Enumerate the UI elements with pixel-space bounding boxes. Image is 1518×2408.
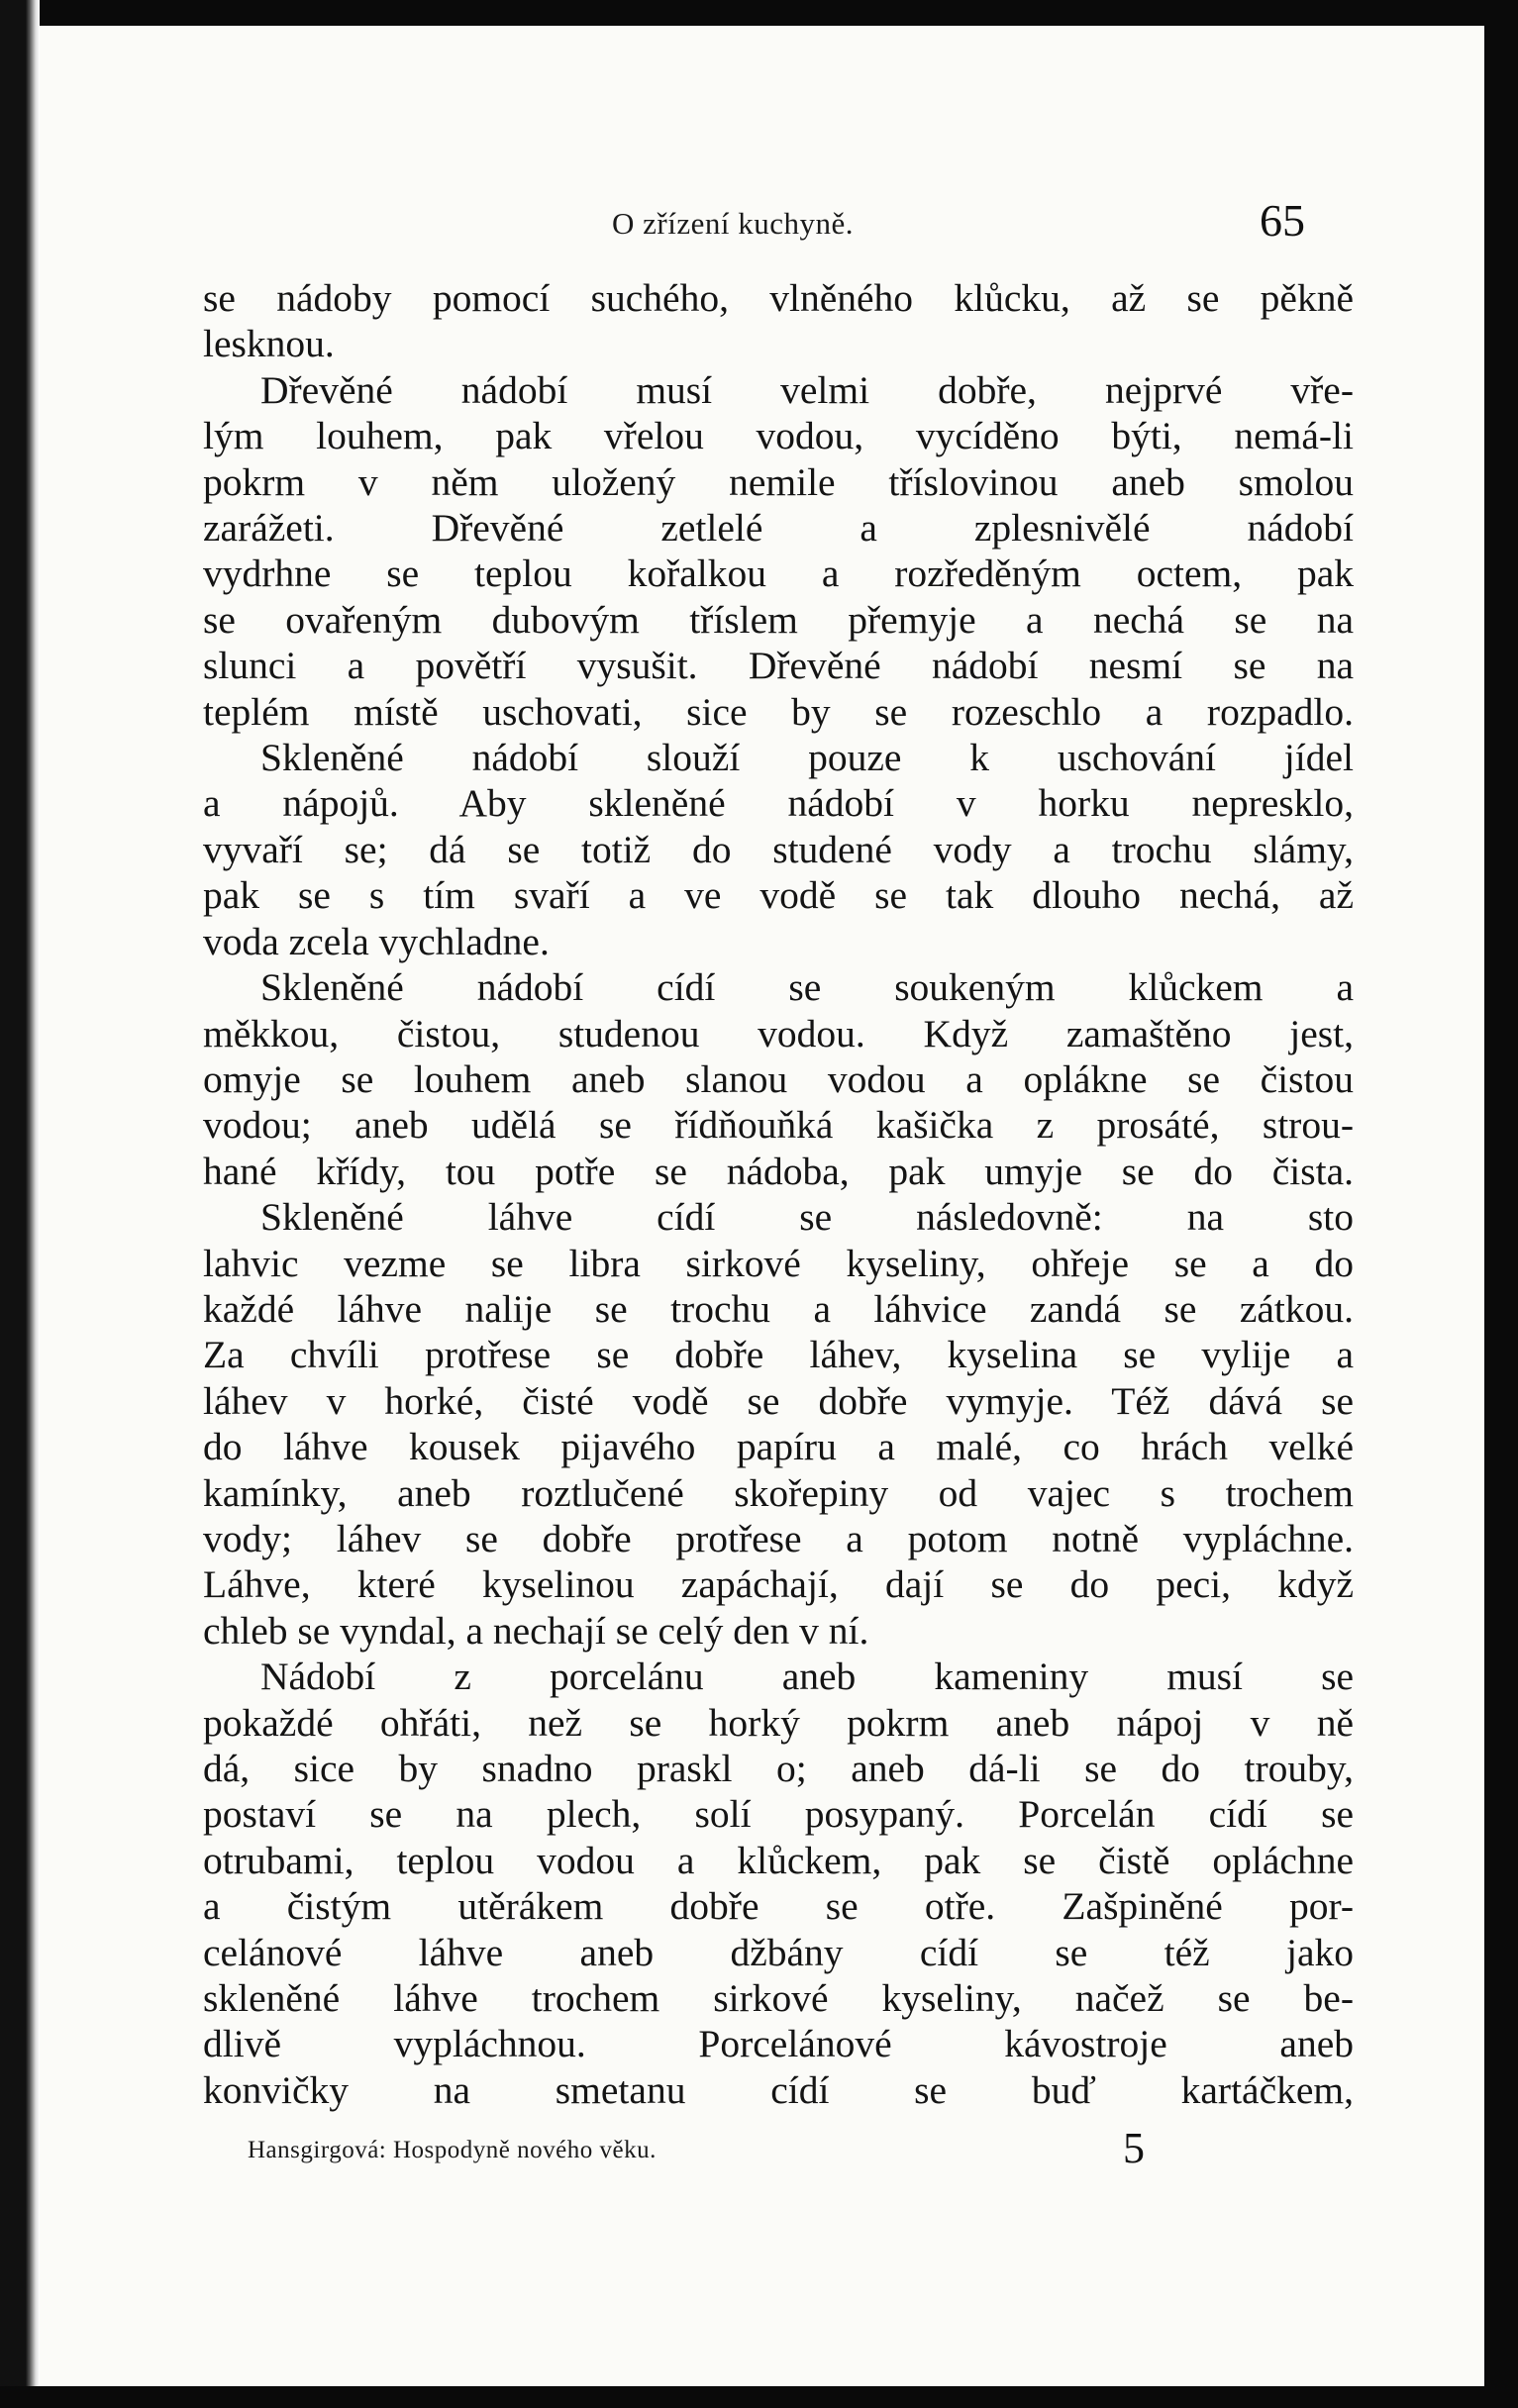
text-line: skleněné láhve trochem sirkové kyseliny, načež se be- xyxy=(203,1976,1354,2021)
text-line: konvičky na smetanu cídí se buď kartáčkem, xyxy=(203,2067,1354,2112)
text-line: vydrhne se teplou kořalkou a rozředěným octem, pak xyxy=(203,552,1354,596)
text-line: lahvic vezme se libra sirkové kyseliny, ohřeje se a do xyxy=(203,1241,1354,1285)
text-line: dlivě vypláchnou. Porcelánové kávostroje aneb xyxy=(203,2022,1354,2066)
text-line: Skleněné nádobí slouží pouze k uschování jídel xyxy=(260,736,1354,780)
scan-border-bottom xyxy=(0,2386,1518,2408)
page-footer xyxy=(40,2123,1484,2182)
text-line: a nápojů. Aby skleněné nádobí v horku nepresklo, xyxy=(203,781,1354,826)
text-line: celánové láhve aneb džbány cídí se též jako xyxy=(203,1930,1354,1974)
text-line: Nádobí z porcelánu aneb kameniny musí se xyxy=(260,1655,1354,1699)
page-number: 65 xyxy=(1260,195,1305,246)
text-line: pak se s tím svaří a ve vodě se tak dlouho nechá, až xyxy=(203,873,1354,918)
body-text xyxy=(203,275,1354,2113)
scan-border-left xyxy=(0,0,40,2408)
text-line: hané křídy, tou potře se nádoba, pak umyje se do čista. xyxy=(203,1149,1354,1193)
text-line: vodou; aneb udělá se řídňouňká kašička z prosáté, strou- xyxy=(203,1103,1354,1148)
text-line: Skleněné láhve cídí se následovně: na sto xyxy=(260,1195,1354,1240)
scan-border-top xyxy=(0,0,1518,26)
sheet-number: 5 xyxy=(1123,2124,1145,2172)
text-line: pokrm v něm uložený nemile tříslovinou aneb smolou xyxy=(203,459,1354,504)
text-line: otrubami, teplou vodou a klůckem, pak se čistě opláchne xyxy=(203,1838,1354,1882)
running-title: O zřízení kuchyně. xyxy=(612,206,854,241)
text-line: kamínky, aneb roztlučené skořepiny od vajec s trochem xyxy=(203,1470,1354,1515)
text-line: do láhve kousek pijavého papíru a malé, co hrách velké xyxy=(203,1425,1354,1469)
text-line: láhev v horké, čisté vodě se dobře vymyje. Též dává se xyxy=(203,1378,1354,1423)
text-line: se nádoby pomocí suchého, vlněného klůcku, až se pěkně xyxy=(203,276,1354,320)
text-line: měkkou, čistou, studenou vodou. Když zamaštěno jest, xyxy=(203,1011,1354,1055)
book-page xyxy=(40,26,1484,2386)
text-line: teplém místě uschovati, sice by se rozeschlo a rozpadlo. xyxy=(203,689,1354,734)
text-line: lesknou. xyxy=(203,322,335,366)
text-line: voda zcela vychladne. xyxy=(203,919,550,963)
text-line: Dřevěné nádobí musí velmi dobře, nejprvé vře- xyxy=(260,367,1354,412)
text-line: pokaždé ohřáti, než se horký pokrm aneb nápoj v ně xyxy=(203,1700,1354,1745)
text-line: zarážeti. Dřevěné zetlelé a zplesnivělé nádobí xyxy=(203,506,1354,551)
text-line: dá, sice by snadno praskl o; aneb dá-li se do trouby, xyxy=(203,1747,1354,1790)
text-line: se ovařeným dubovým tříslem přemyje a nechá se na xyxy=(203,597,1354,642)
text-line: chleb se vyndal, a nechají se celý den v ní. xyxy=(203,1608,869,1653)
printer-signature: Hansgirgová: Hospodyně nového věku. xyxy=(248,2137,657,2163)
running-head xyxy=(40,184,1484,244)
text-line: omyje se louhem aneb slanou vodou a opláknе se čistou xyxy=(203,1056,1354,1101)
scan-border-right xyxy=(1484,0,1518,2408)
text-line: lým louhem, pak vřelou vodou, vycíděno býti, nemá-li xyxy=(203,414,1354,458)
text-line: Skleněné nádobí cídí se soukeným klůckem a xyxy=(260,965,1354,1010)
text-line: vyvaří se; dá se totiž do studené vody a trochu slámy, xyxy=(203,827,1354,871)
text-line: a čistým utěrákem dobře se otře. Zašpiněné por- xyxy=(203,1884,1354,1929)
text-line: postaví se na plech, solí posypaný. Porcelán cídí se xyxy=(203,1792,1354,1837)
text-line: slunci a povětří vysušit. Dřevěné nádobí nesmí se na xyxy=(203,644,1354,688)
text-line: Láhve, které kyselinou zapáchají, dají se do peci, když xyxy=(203,1562,1354,1607)
text-line: Za chvíli protřese se dobře láhev, kyselina se vylije a xyxy=(203,1333,1354,1377)
text-line: každé láhve nalije se trochu a láhvice zandá se zátkou. xyxy=(203,1286,1354,1331)
text-line: vody; láhev se dobře protřese a potom notně vypláchne. xyxy=(203,1516,1354,1560)
